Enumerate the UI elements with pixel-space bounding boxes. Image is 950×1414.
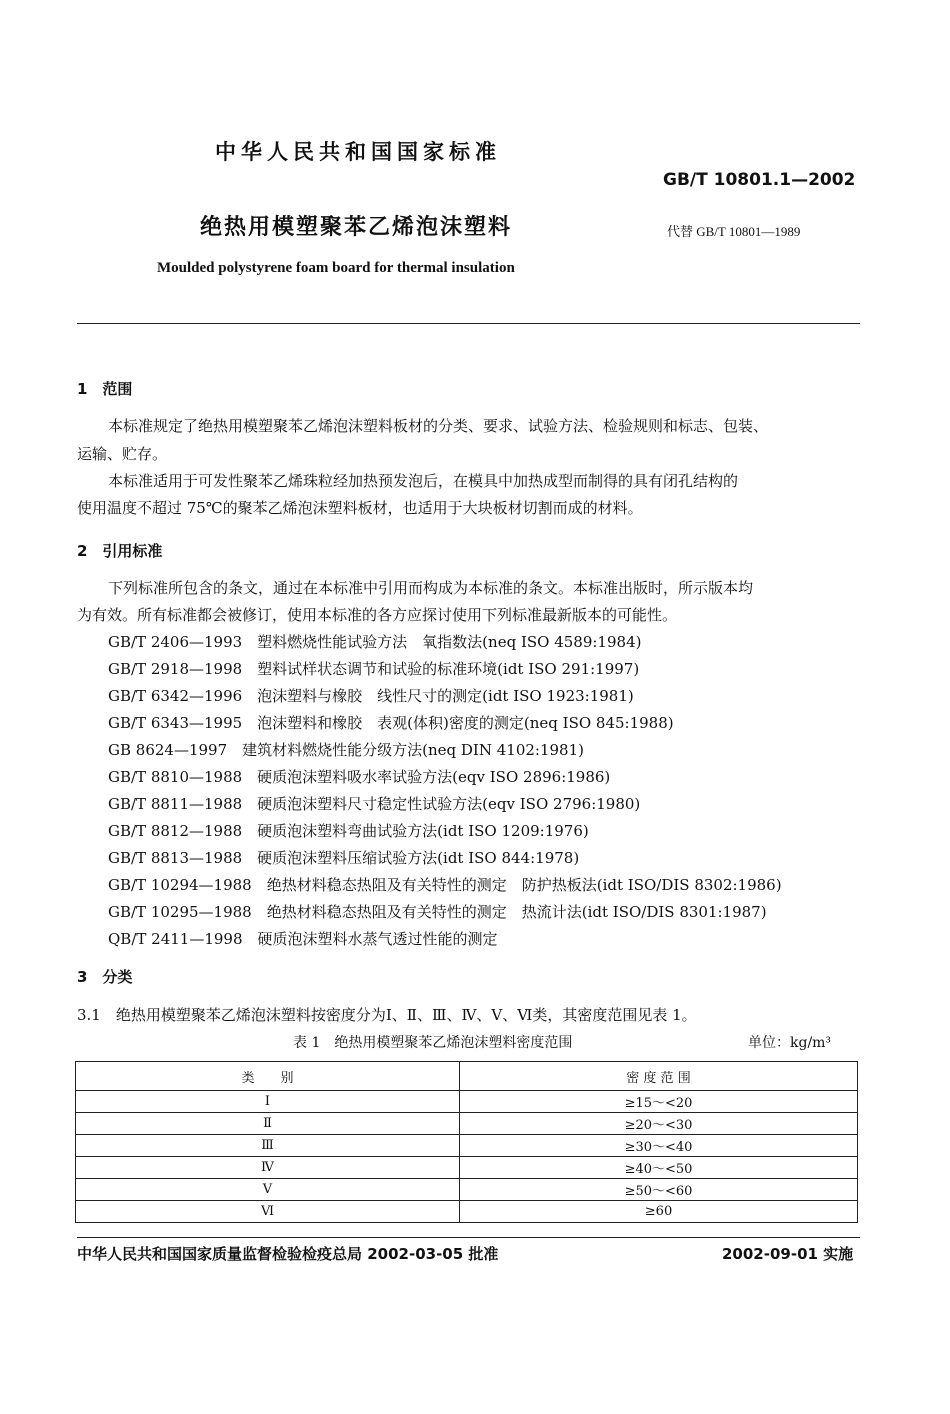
category-cell: Ⅲ — [76, 1135, 460, 1157]
section-1-heading: 1 范围 — [77, 380, 133, 398]
column-header-category: 类 别 — [76, 1062, 460, 1091]
document-title-cn: 绝热用模塑聚苯乙烯泡沫塑料 — [200, 215, 513, 240]
table-row — [76, 1135, 858, 1157]
footer-divider — [77, 1237, 860, 1238]
reference-item: QB/T 2411—1998 硬质泡沫塑料水蒸气透过性能的测定 — [108, 930, 498, 948]
density-cell: ≥20～<30 — [460, 1113, 858, 1135]
replaces-standard: 代替 GB/T 10801—1989 — [667, 224, 801, 239]
section-1-paragraph-2-line-1: 本标准适用于可发性聚苯乙烯珠粒经加热预发泡后，在模具中加热成型而制得的具有闭孔结构的 — [108, 472, 739, 490]
table-row — [76, 1179, 858, 1201]
table-header-row — [76, 1062, 858, 1091]
implementation-date: 2002-09-01 实施 — [722, 1245, 854, 1263]
column-header-density: 密 度 范 围 — [460, 1062, 858, 1091]
category-cell: Ⅳ — [76, 1157, 460, 1179]
section-1-paragraph-1-line-2: 运输、贮存。 — [77, 445, 168, 463]
clause-3-1: 3.1 绝热用模塑聚苯乙烯泡沫塑料按密度分为Ⅰ、Ⅱ、Ⅲ、Ⅳ、Ⅴ、Ⅵ类，其密度范围见表 1。 — [77, 1006, 697, 1024]
section-1-paragraph-1-line-1: 本标准规定了绝热用模塑聚苯乙烯泡沫塑料板材的分类、要求、试验方法、检验规则和标志、包装、 — [108, 417, 769, 435]
reference-item: GB/T 6343—1995 泡沫塑料和橡胶 表观(体积)密度的测定(neq ISO 845:1988) — [108, 714, 674, 732]
density-cell: ≥60 — [460, 1201, 858, 1223]
table-row — [76, 1113, 858, 1135]
category-cell: Ⅴ — [76, 1179, 460, 1201]
reference-item: GB/T 8813—1988 硬质泡沫塑料压缩试验方法(idt ISO 844:1978) — [108, 849, 580, 867]
table-row — [76, 1091, 858, 1113]
issuing-org-heading: 中华人民共和国国家标准 — [215, 140, 501, 164]
header-divider — [77, 323, 860, 324]
reference-item: GB/T 2918—1998 塑料试样状态调节和试验的标准环境(idt ISO 291:1997) — [108, 660, 640, 678]
density-table — [75, 1061, 858, 1223]
reference-item: GB/T 8812—1988 硬质泡沫塑料弯曲试验方法(idt ISO 1209:1976) — [108, 822, 589, 840]
table-caption: 表 1 绝热用模塑聚苯乙烯泡沫塑料密度范围 — [293, 1035, 573, 1051]
reference-item: GB/T 6342—1996 泡沫塑料与橡胶 线性尺寸的测定(idt ISO 1923:1981) — [108, 687, 634, 705]
reference-item: GB/T 8811—1988 硬质泡沫塑料尺寸稳定性试验方法(eqv ISO 2796:1980) — [108, 795, 641, 813]
density-cell: ≥15～<20 — [460, 1091, 858, 1113]
section-1-paragraph-2-line-2: 使用温度不超过 75℃的聚苯乙烯泡沫塑料板材，也适用于大块板材切割而成的材料。 — [77, 499, 643, 517]
reference-item: GB/T 10294—1988 绝热材料稳态热阻及有关特性的测定 防护热板法(idt ISO/DIS 8302:1986) — [108, 876, 782, 894]
table-row — [76, 1157, 858, 1179]
reference-item: GB/T 8810—1988 硬质泡沫塑料吸水率试验方法(eqv ISO 2896:1986) — [108, 768, 611, 786]
reference-item: GB/T 10295—1988 绝热材料稳态热阻及有关特性的测定 热流计法(idt ISO/DIS 8301:1987) — [108, 903, 767, 921]
category-cell: Ⅱ — [76, 1113, 460, 1135]
document-title-en: Moulded polystyrene foam board for thermal insulation — [157, 260, 515, 276]
density-cell: ≥50～<60 — [460, 1179, 858, 1201]
section-3-heading: 3 分类 — [77, 968, 133, 986]
density-cell: ≥40～<50 — [460, 1157, 858, 1179]
category-cell: Ⅰ — [76, 1091, 460, 1113]
reference-item: GB 8624—1997 建筑材料燃烧性能分级方法(neq DIN 4102:1981) — [108, 741, 584, 759]
category-cell: Ⅵ — [76, 1201, 460, 1223]
density-cell: ≥30～<40 — [460, 1135, 858, 1157]
reference-item: GB/T 2406—1993 塑料燃烧性能试验方法 氧指数法(neq ISO 4589:1984) — [108, 633, 642, 651]
approval-statement: 中华人民共和国国家质量监督检验检疫总局 2002-03-05 批准 — [77, 1245, 499, 1263]
section-2-heading: 2 引用标准 — [77, 542, 163, 560]
table-row — [76, 1201, 858, 1223]
standard-number: GB/T 10801.1—2002 — [663, 170, 856, 190]
section-2-paragraph-line-1: 下列标准所包含的条文，通过在本标准中引用而构成为本标准的条文。本标准出版时，所示版本均 — [108, 579, 754, 597]
section-2-paragraph-line-2: 为有效。所有标准都会被修订，使用本标准的各方应探讨使用下列标准最新版本的可能性。 — [77, 606, 678, 624]
table-unit: 单位：kg/m³ — [748, 1035, 832, 1051]
